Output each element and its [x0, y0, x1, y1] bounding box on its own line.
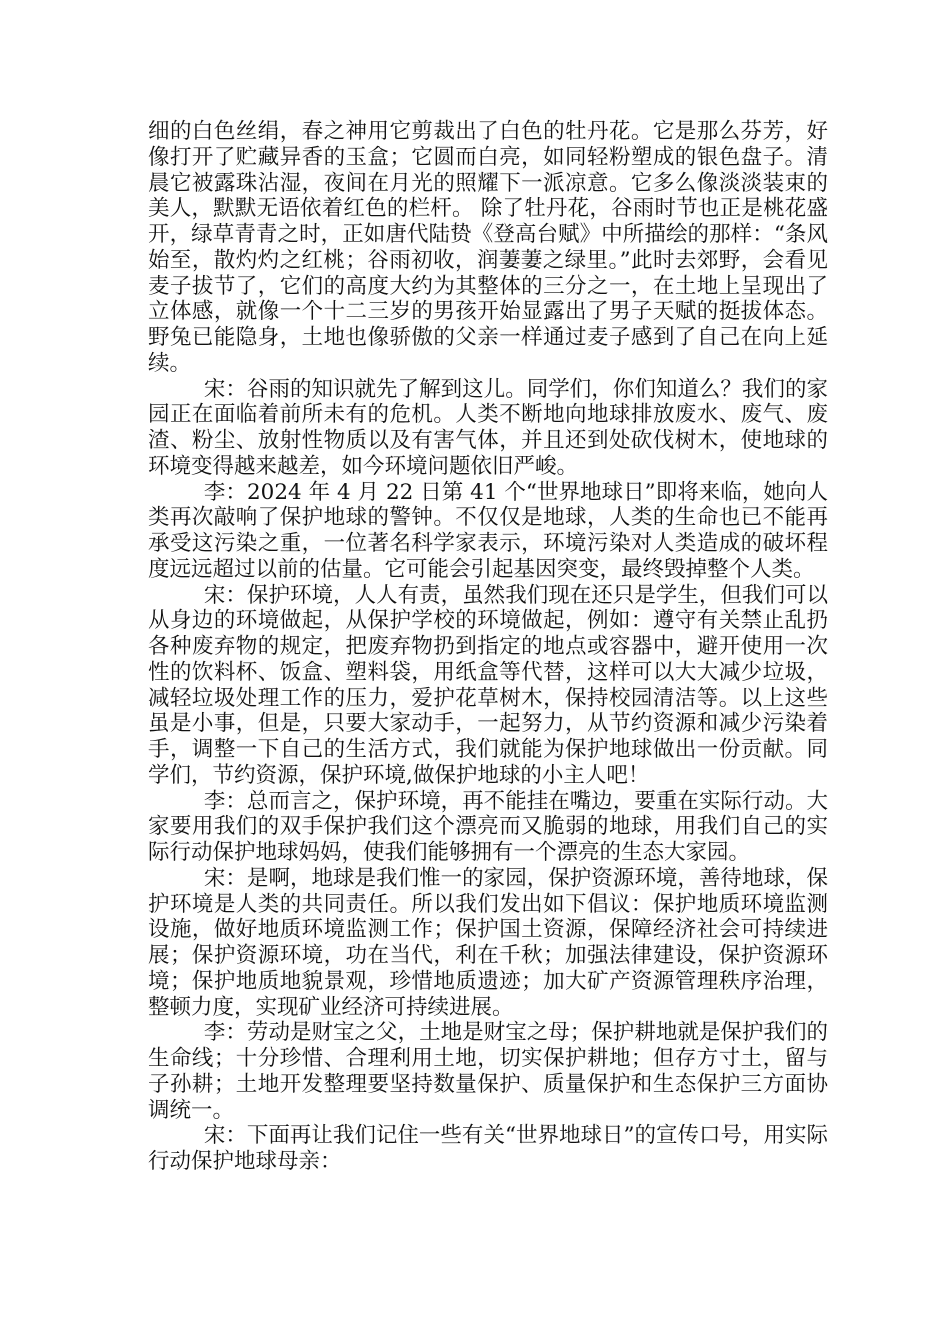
document-page: [148, 119, 828, 1175]
paragraph-song-student-actions: 宋：保护环境，人人有责，虽然我们现在还只是学生，但我们可以从身边的环境做起，从保护学校的环境做起，例如：遵守有关禁止乱扔各种废弃物的规定，把废弃物扔到指定的地点或容器中，避开使用一次性的饮料杯、饭盒、塑料袋，用纸盒等代替，这样可以大大减少垃圾，减轻垃圾处理工作的压力，爱护花草树木，保持校园清洁等。以上这些虽是小事，但是，只要大家动手，一起努力，从节约资源和减少污染着手，调整一下自己的生活方式，我们就能为保护地球做出一份贡献。同学们，节约资源，保护环境,做保护地球的小主人吧！: [148, 582, 828, 788]
paragraph-li-earth-day: 李：2024 年 4 月 22 日第 41 个“世界地球日”即将来临，她向人类再次敲响了保护地球的警钟。不仅仅是地球，人类的生命也已不能再承受这污染之重，一位著名科学家表示，环境污染对人类造成的破坏程度远远超过以前的估量。它可能会引起基因突变，最终毁掉整个人类。: [148, 479, 828, 582]
paragraph-li-farmland: 李：劳动是财宝之父，土地是财宝之母；保护耕地就是保护我们的生命线；十分珍惜、合理利用土地，切实保护耕地；但存方寸土，留与子孙耕；土地开发整理要坚持数量保护、质量保护和生态保护三方面协调统一。: [148, 1020, 828, 1123]
paragraph-song-slogans-intro: 宋：下面再让我们记住一些有关“世界地球日”的宣传口号，用实际行动保护地球母亲：: [148, 1123, 828, 1174]
paragraph-song-environment-crisis: 宋：谷雨的知识就先了解到这儿。同学们，你们知道么？我们的家园正在面临着前所未有的危机。人类不断地向地球排放废水、废气、废渣、粉尘、放射性物质以及有害气体，并且还到处砍伐树木，使地球的环境变得越来越差，如今环境问题依旧严峻。: [148, 376, 828, 479]
paragraph-song-proposals: 宋：是啊，地球是我们惟一的家园，保护资源环境，善待地球，保护环境是人类的共同责任。所以我们发出如下倡议：保护地质环境监测设施，做好地质环境监测工作；保护国土资源，保障经济社会可持续进展；保护资源环境，功在当代，利在千秋；加强法律建设，保护资源环境；保护地质地貌景观，珍惜地质遗迹；加大矿产资源管理秩序治理，整顿力度，实现矿业经济可持续进展。: [148, 865, 828, 1020]
paragraph-peony-description: 细的白色丝绢，春之神用它剪裁出了白色的牡丹花。它是那么芬芳，好像打开了贮藏异香的玉盒；它圆而白亮，如同轻粉塑成的银色盘子。清晨它被露珠沾湿，夜间在月光的照耀下一派凉意。它多么像淡淡装束的美人，默默无语依着红色的栏杆。 除了牡丹花，谷雨时节也正是桃花盛开，绿草青青之时，正如唐代陆贽《登高台赋》中所描绘的那样：“条风始至，散灼灼之红桃；谷雨初收，润萋萋之绿里。”此时去郊野，会看见麦子拔节了，它们的高度大约为其整体的三分之一，在土地上呈现出了立体感，就像一个十二三岁的男孩开始显露出了男子天赋的挺拔体态。野兔已能隐身，土地也像骄傲的父亲一样通过麦子感到了自己在向上延续。: [148, 119, 828, 376]
paragraph-li-summary: 李：总而言之，保护环境，再不能挂在嘴边，要重在实际行动。大家要用我们的双手保护我们这个漂亮而又脆弱的地球，用我们自己的实际行动保护地球妈妈，使我们能够拥有一个漂亮的生态大家园。: [148, 788, 828, 865]
